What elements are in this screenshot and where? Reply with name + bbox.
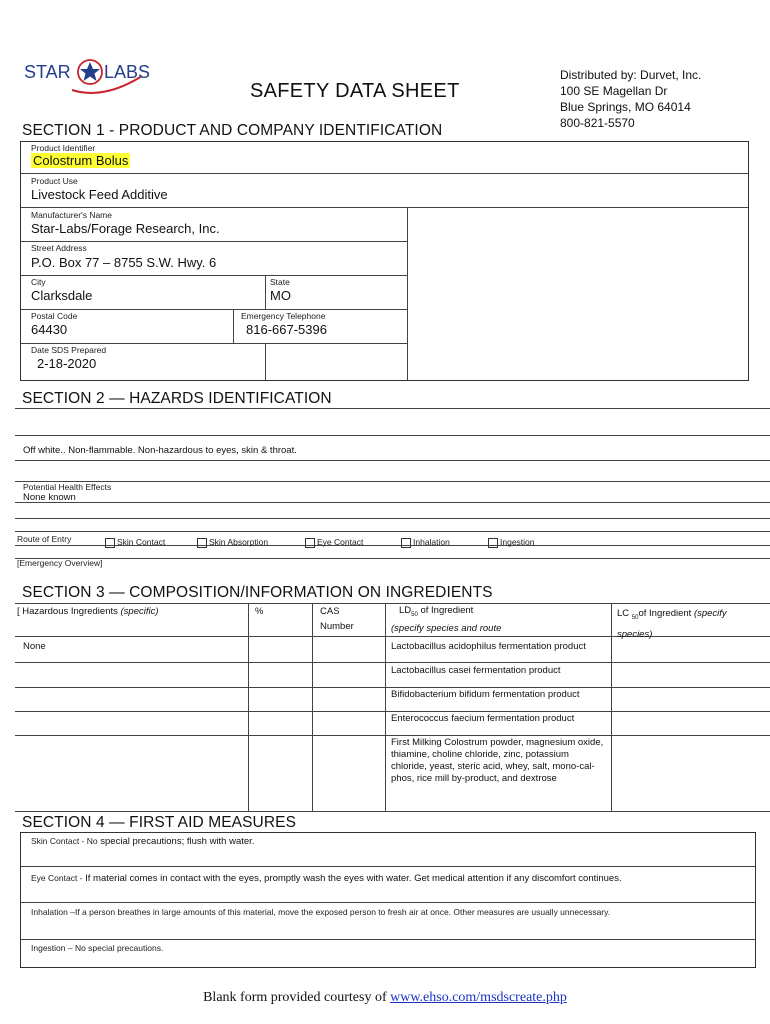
inhalation-row: Inhalation –If a person breathes in large amounts of this material, move the exposed person to fresh air at once. Other measures are usually unnecessary.	[31, 907, 611, 917]
checkbox-icon	[401, 538, 411, 548]
hazardous-ingredient-value: None	[23, 641, 46, 652]
first-aid-box	[20, 832, 756, 968]
distributor-line: Blue Springs, MO 64014	[560, 100, 691, 114]
product-identifier-value: Colostrum Bolus	[33, 153, 129, 168]
eye-contact-text: If material comes in contact with the eyes, promptly wash the eyes with water. Get medical attention if any discomfort continues.	[85, 873, 622, 884]
col-percent: %	[255, 606, 264, 617]
section3-heading: SECTION 3 — COMPOSITION/INFORMATION ON INGREDIENTS	[22, 584, 493, 601]
hazard-description: Off white.. Non-flammable. Non-hazardous to eyes, skin & throat.	[23, 445, 297, 456]
eye-contact-row	[31, 873, 622, 884]
logo-text-left: STAR	[24, 62, 71, 82]
section2-heading: SECTION 2 — HAZARDS IDENTIFICATION	[22, 390, 332, 407]
footer-link[interactable]: www.ehso.com/msdscreate.php	[390, 990, 567, 1005]
route-label: Eye Contact	[317, 537, 364, 547]
route-ingestion[interactable]	[488, 537, 535, 548]
emergency-telephone-label: Emergency Telephone	[241, 311, 326, 321]
checkbox-icon	[197, 538, 207, 548]
section4-heading: SECTION 4 — FIRST AID MEASURES	[22, 814, 297, 831]
distributor-line: 100 SE Magellan Dr	[560, 84, 668, 98]
ingestion-row: Ingestion – No special precautions.	[31, 943, 164, 953]
product-use-label: Product Use	[31, 176, 78, 186]
skin-contact-text: special precautions; flush with water.	[100, 836, 255, 847]
section2-area	[15, 408, 770, 568]
postal-code-value: 64430	[31, 322, 68, 337]
route-label: Inhalation	[413, 537, 450, 547]
route-label: Ingestion	[500, 537, 535, 547]
route-label: Skin Contact	[117, 537, 166, 547]
distributor-line: Distributed by: Durvet, Inc.	[560, 68, 702, 82]
footer	[0, 990, 770, 1006]
route-skin-contact[interactable]	[105, 537, 165, 548]
distributor-block	[560, 67, 701, 131]
city-value: Clarksdale	[31, 288, 93, 303]
ingredient-row: Enterococcus faecium fermentation product	[391, 713, 575, 724]
col-ld50: $LD_{50}$ of Ingredient (specify species and route	[391, 605, 502, 634]
ingredients-table	[15, 603, 770, 813]
col-hazardous-ingredients: [ Hazardous Ingredients (specific)	[17, 606, 159, 617]
document-title: SAFETY DATA SHEET	[250, 80, 460, 102]
ingredient-row: Bifidobacterium bifidum fermentation product	[391, 689, 580, 700]
date-prepared-value: 2-18-2020	[37, 356, 97, 371]
footer-text: Blank form provided courtesy of	[203, 990, 387, 1005]
street-value: P.O. Box 77 – 8755 S.W. Hwy. 6	[31, 255, 217, 270]
state-value: MO	[270, 288, 291, 303]
star-labs-logo	[24, 58, 159, 98]
skin-contact-label: Skin Contact - No	[31, 836, 98, 846]
route-eye-contact[interactable]	[305, 537, 363, 548]
city-label: City	[31, 277, 46, 287]
health-effects-label: Potential Health Effects	[23, 482, 112, 492]
route-label: Skin Absorption	[209, 537, 269, 547]
col-lc50: LC $_{50}$of Ingredient (specify species)	[617, 608, 727, 640]
route-skin-absorption[interactable]	[197, 537, 268, 548]
route-inhalation[interactable]	[401, 537, 450, 548]
star-icon	[80, 62, 100, 81]
manufacturer-value: Star-Labs/Forage Research, Inc.	[31, 221, 220, 236]
checkbox-icon	[488, 538, 498, 548]
logo-text-right: LABS	[104, 62, 151, 82]
skin-contact-row	[31, 836, 254, 847]
ingredient-row: First Milking Colostrum powder, magnesium oxide, thiamine, choline chloride, zinc, potassium chloride, yeast, steric acid, whey, salt, mono-cal-phos, rice mill by-product, and dextrose	[391, 737, 604, 784]
postal-code-label: Postal Code	[31, 311, 78, 321]
ingredient-row: Lactobacillus casei fermentation product	[391, 665, 561, 676]
route-of-entry-label: Route of Entry	[17, 534, 72, 544]
product-identifier-label: Product Identifier	[31, 143, 96, 153]
manufacturer-label: Manufacturer's Name	[31, 210, 112, 220]
section1-box	[20, 141, 749, 381]
checkbox-icon	[305, 538, 315, 548]
ingredient-row: Lactobacillus acidophilus fermentation product	[391, 641, 586, 652]
distributor-line: 800-821-5570	[560, 116, 635, 130]
eye-contact-label: Eye Contact -	[31, 873, 83, 883]
street-label: Street Address	[31, 243, 87, 253]
checkbox-icon	[105, 538, 115, 548]
col-cas: CAS Number	[320, 606, 354, 632]
product-use-value: Livestock Feed Additive	[31, 187, 168, 202]
state-label: State	[270, 277, 290, 287]
emergency-overview-label: [Emergency Overview]	[17, 558, 103, 568]
section1-heading: SECTION 1 - PRODUCT AND COMPANY IDENTIFICATION	[22, 122, 443, 139]
health-effects-value: None known	[23, 492, 76, 503]
date-prepared-label: Date SDS Prepared	[31, 345, 107, 355]
emergency-telephone-value: 816-667-5396	[246, 322, 327, 337]
